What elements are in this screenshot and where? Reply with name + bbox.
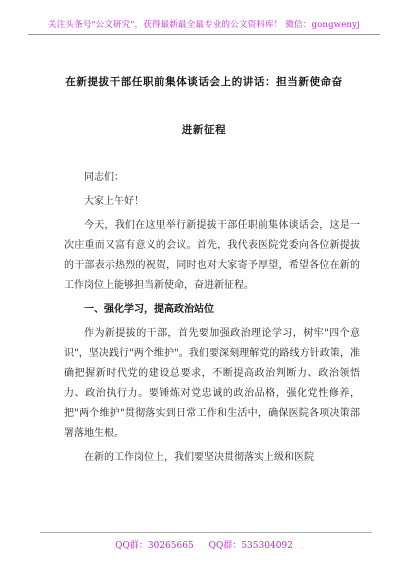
greeting: 同志们： (84, 172, 124, 183)
document-title-line1: 在新提拔干部任职前集体谈话会上的讲话：担当新使命奋 (65, 76, 343, 88)
header-divider (28, 34, 380, 35)
document-title-line2: 进新征程 (181, 124, 227, 136)
footer-qq-group-1: QQ群：30265665 (115, 541, 194, 551)
section-paragraph-continued: 在新的工作岗位上，我们要坚决贯彻落实上级和医院 (84, 452, 314, 463)
footer-qq-group-2: QQ群：535304092 (208, 541, 293, 551)
document-body (64, 168, 360, 472)
document-footer (0, 538, 408, 551)
hello-line: 大家上午好！ (84, 196, 144, 207)
section-paragraph: 作为新提拔的干部，首先要加强政治理论学习，树牢"四个意识"，坚决践行"两个维护"。我们要深刻理解党的路线方针政策，准确把握新时代党的建设总要求，不断提高政治判断力、政治领悟力、政治执行力。要锤炼对党忠诚的政治品格，强化党性修养，把"两个维护"贯彻落实到日常工作和生活中，确保医院各项决策部署落地生根。 (64, 328, 360, 439)
document-header: 关注头条号"公文研究"，获得最新最全最专业的公文资料库！ 微信：gongwenyj (48, 20, 360, 30)
footer-divider (40, 532, 372, 533)
section-heading: 一、强化学习，提高政治站位 (84, 304, 214, 315)
intro-paragraph: 今天，我们在这里举行新提拔干部任职前集体谈话会，这是一次庄重而又富有意义的会议。首先，我代表医院党委向各位新提拔的干部表示热烈的祝贺，同时也对大家寄予厚望，希望各位在新的工作岗位上能够担当新使命，奋进新征程。 (64, 220, 360, 291)
